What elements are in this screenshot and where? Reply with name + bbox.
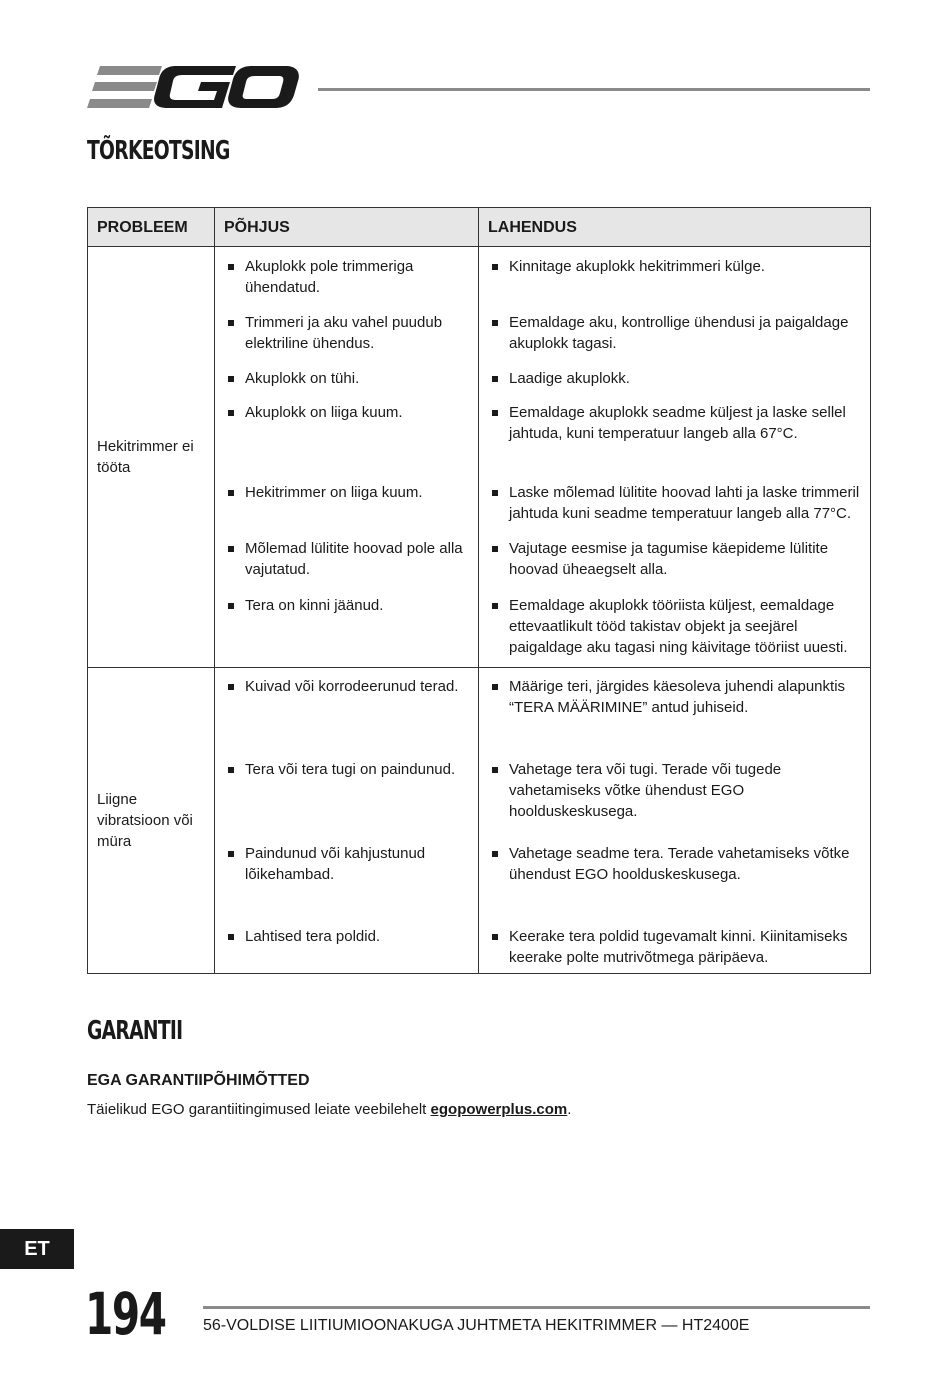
- cause-item: Paindunud või kahjustunud lõikehambad.: [215, 843, 478, 885]
- cause-item: Kuivad või korrodeerunud terad.: [215, 676, 478, 697]
- solution-item: Keerake tera poldid tugevamalt kinni. Kiinitamiseks keerake polte mutrivõtmega päripäeva.: [479, 926, 870, 968]
- header-cause: PÕHJUS: [215, 208, 479, 247]
- troubleshooting-title: TÕRKEOTSING: [87, 136, 230, 166]
- cause-item: Akuplokk pole trimmeriga ühendatud.: [215, 256, 478, 298]
- ego-logo: [86, 62, 300, 114]
- solution-item: Kinnitage akuplokk hekitrimmeri külge.: [479, 256, 870, 277]
- cause-cell: [215, 668, 479, 974]
- solution-item: Eemaldage akuplokk tööriista küljest, eemaldage ettevaatlikult tööd takistav objekt ja seejärel paigaldage aku tagasi ning käivitage tööriist uuesti.: [479, 595, 870, 658]
- warranty-title: GARANTII: [87, 1016, 183, 1046]
- page-number: 194: [85, 1280, 166, 1348]
- solution-item: Laadige akuplokk.: [479, 368, 870, 389]
- warranty-link[interactable]: egopowerplus.com: [430, 1101, 568, 1118]
- cause-cell: [215, 247, 479, 668]
- solution-item: Vajutage eesmise ja tagumise käepideme lülitite hoovad üheaegselt alla.: [479, 538, 870, 580]
- solution-cell: [479, 668, 871, 974]
- solution-item: Eemaldage akuplokk seadme küljest ja laske sellel jahtuda, kuni temperatuur langeb alla 67°C.: [479, 402, 870, 444]
- table-header-row: [88, 208, 871, 247]
- cause-item: Lahtised tera poldid.: [215, 926, 478, 947]
- cause-item: Hekitrimmer on liiga kuum.: [215, 482, 478, 503]
- cause-item: Tera on kinni jäänud.: [215, 595, 478, 616]
- footer-divider: [203, 1306, 870, 1309]
- warranty-text: [87, 1101, 571, 1118]
- cause-item: Akuplokk on liiga kuum.: [215, 402, 478, 423]
- cause-item: Tera või tera tugi on paindunud.: [215, 759, 478, 780]
- header-problem: PROBLEEM: [88, 208, 215, 247]
- header-solution: LAHENDUS: [479, 208, 871, 247]
- solution-item: Määrige teri, järgides käesoleva juhendi alapunktis “TERA MÄÄRIMINE” antud juhiseid.: [479, 676, 870, 718]
- warranty-text-body: Täielikud EGO garantiitingimused leiate veebilehelt: [87, 1101, 431, 1118]
- cause-item: Trimmeri ja aku vahel puudub elektriline ühendus.: [215, 312, 478, 354]
- cause-item: Akuplokk on tühi.: [215, 368, 478, 389]
- language-tab: ET: [0, 1229, 74, 1269]
- warranty-text-suffix: .: [567, 1101, 572, 1118]
- solution-item: Eemaldage aku, kontrollige ühendusi ja paigaldage akuplokk tagasi.: [479, 312, 870, 354]
- solution-item: Laske mõlemad lülitite hoovad lahti ja laske trimmeril jahtuda kuni seadme temperatuur langeb alla 77°C.: [479, 482, 870, 524]
- solution-cell: [479, 247, 871, 668]
- warranty-subtitle: EGA GARANTIIPÕHIMÕTTED: [87, 1072, 310, 1089]
- footer-product-title: 56-VOLDISE LIITIUMIOONAKUGA JUHTMETA HEKITRIMMER — HT2400E: [203, 1317, 750, 1334]
- table-row: [88, 668, 871, 974]
- problem-cell: Hekitrimmer ei tööta: [88, 247, 215, 668]
- header-divider: [318, 88, 870, 91]
- troubleshooting-table: [87, 207, 871, 974]
- table-row: [88, 247, 871, 668]
- solution-item: Vahetage seadme tera. Terade vahetamiseks võtke ühendust EGO hoolduskeskusega.: [479, 843, 870, 885]
- cause-item: Mõlemad lülitite hoovad pole alla vajutatud.: [215, 538, 478, 580]
- solution-item: Vahetage tera või tugi. Terade või tugede vahetamiseks võtke ühendust EGO hoolduskeskusega.: [479, 759, 870, 822]
- problem-cell: Liigne vibratsioon või müra: [88, 668, 215, 974]
